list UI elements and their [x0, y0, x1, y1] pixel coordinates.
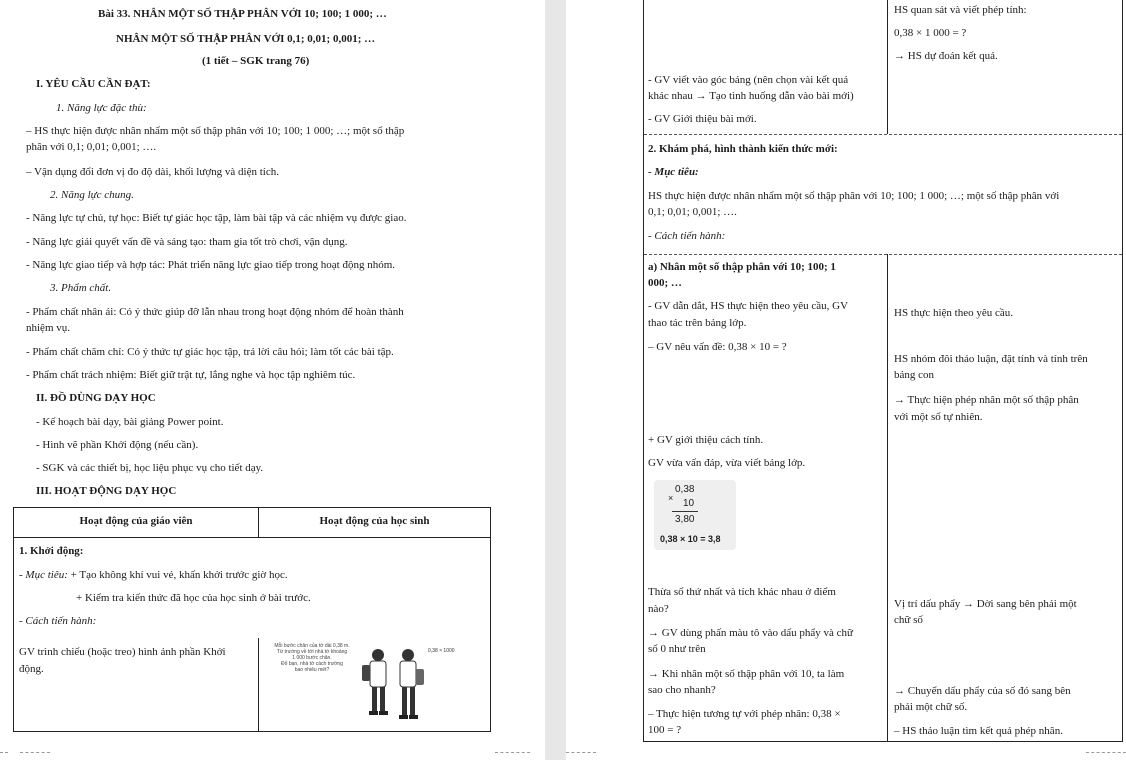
calc-result: 3,80 [675, 514, 695, 525]
table-header-teacher: Hoạt động của giáo viên [79, 515, 193, 527]
paragraph: HS thực hiện được nhân nhẩm một số thập phân với 10; 100; 1 000; …; một số thập phân với [648, 190, 1060, 202]
speech-bubble-text: 0,38 × 1000 [428, 648, 455, 654]
table-header-student: Hoạt động của học sinh [319, 515, 430, 527]
table-cell: → GV dùng phấn màu tô vào dấu phẩy và chữ [648, 627, 853, 639]
table-cell: HS quan sát và viết phép tính: [894, 4, 1027, 16]
table-cell: khác nhau → Tạo tình huống dẫn vào bài mới) [648, 90, 854, 102]
table-cell: 100 = ? [648, 724, 682, 736]
lesson-subtitle: NHÂN MỘT SỐ THẬP PHÂN VỚI 0,1; 0,01; 0,001; … [116, 33, 376, 45]
paragraph: - Năng lực giao tiếp và hợp tác: Phát triển năng lực giao tiếp trong hoạt động nhóm. [26, 259, 396, 271]
paragraph: – Vận dụng đổi đơn vị đo độ dài, khối lượng và diện tích. [26, 166, 279, 178]
objective-line: + Kiểm tra kiến thức đã học của học sinh ở bài trước. [76, 592, 311, 604]
paragraph: phân với 0,1; 0,01; 0,001; …. [26, 141, 157, 153]
paragraph: - Phẩm chất nhân ái: Có ý thức giúp đỡ lẫn nhau trong hoạt động nhóm để hoàn thành [26, 306, 404, 318]
calc-times-sign: × [668, 493, 674, 503]
lesson-meta: (1 tiết – SGK trang 76) [202, 55, 310, 67]
table-cell: thao tác trên bảng lớp. [648, 317, 747, 329]
table-cell: chữ số [894, 614, 923, 626]
table-cell: phải một chữ số. [894, 701, 968, 713]
table-cell: sao cho nhanh? [648, 684, 716, 696]
subsection-heading: 000; … [648, 277, 682, 289]
list-item: - Hình vẽ phần Khởi động (nếu cần). [36, 439, 199, 451]
section-heading-3: III. HOẠT ĐỘNG DẠY HỌC [36, 485, 177, 497]
table-cell: → Thực hiện phép nhân một số thập phân [894, 394, 1079, 406]
calc-factor: 0,38 [675, 484, 695, 495]
paragraph: – HS thực hiện được nhân nhẩm một số thập phân với 10; 100; 1 000; …; một số thập [26, 125, 405, 137]
table-cell: HS nhóm đôi thảo luận, đặt tính và tính trên [894, 353, 1088, 365]
table-cell: → Chuyển dấu phẩy của số đó sang bên [894, 685, 1071, 697]
paragraph: - Năng lực giải quyết vấn đề và sáng tạo: tham gia tốt trò chơi, vận dụng. [26, 236, 348, 248]
table-cell: - GV viết vào góc bảng (nên chọn vài kết quả [648, 74, 849, 86]
warmup-illustration [262, 641, 488, 729]
illustration-caption: Đố bạn, nhà tớ cách trường [281, 661, 343, 667]
table-cell: GV vừa vấn đáp, vừa viết bảng lớp. [648, 457, 806, 469]
multiplication-card [654, 480, 736, 550]
paragraph: - Phẩm chất chăm chỉ: Có ý thức tự giác học tập, trả lời câu hỏi; làm tốt các bài tập. [26, 346, 394, 358]
table-cell: → Khi nhân một số thập phân với 10, ta làm [648, 668, 845, 680]
illustration-caption: Từ trường về tới nhà tớ khoảng [276, 649, 348, 655]
table-cell: GV trình chiếu (hoặc treo) hình ảnh phần Khởi [19, 646, 226, 658]
table-cell: → HS dự đoán kết quả. [894, 50, 998, 62]
document-page-left [0, 0, 545, 760]
table-cell: bảng con [894, 369, 935, 381]
section-heading-2: II. ĐỒ DÙNG DẠY HỌC [36, 392, 156, 404]
objective-label: - Mục tiêu: [648, 166, 699, 178]
list-item: - SGK và các thiết bị, học liệu phục vụ cho tiết dạy. [36, 462, 264, 474]
objective-line: - Mục tiêu: + Tạo không khí vui vẻ, khấn khởi trước giờ học. [19, 569, 288, 581]
calc-equation: 0,38 × 10 = 3,8 [660, 534, 721, 544]
activity-heading: 2. Khám phá, hình thành kiến thức mới: [648, 143, 838, 155]
illustration-caption: 1 000 bước chân. [292, 655, 332, 661]
students-drawing [262, 641, 488, 729]
lesson-title: Bài 33. NHÂN MỘT SỐ THẬP PHÂN VỚI 10; 100; 1 000; … [98, 8, 387, 20]
paragraph: nhiệm vụ. [26, 322, 70, 334]
subheading-2: 2. Năng lực chung. [50, 189, 134, 201]
table-cell: – GV nêu vấn đề: 0,38 × 10 = ? [648, 341, 787, 353]
table-cell: HS thực hiện theo yêu cầu. [894, 307, 1013, 319]
table-cell: với một số tự nhiên. [894, 411, 983, 423]
table-cell: 0,38 × 1 000 = ? [894, 27, 967, 39]
section-heading-1: I. YÊU CẦU CẦN ĐẠT: [36, 78, 151, 90]
paragraph: - Phẩm chất trách nhiệm: Biết giữ trật tự, lắng nghe và học tập nghiêm túc. [26, 369, 356, 381]
table-cell: nào? [648, 603, 669, 615]
list-item: - Kế hoạch bài dạy, bài giảng Power point. [36, 416, 224, 428]
table-cell: Thừa số thứ nhất và tích khác nhau ở điểm [648, 586, 836, 598]
procedure-label: - Cách tiến hành: [648, 230, 726, 242]
activity-heading: 1. Khởi động: [19, 545, 84, 557]
paragraph: - Năng lực tự chủ, tự học: Biết tự giác học tập, làm bài tập và các nhiệm vụ được giao. [26, 212, 407, 224]
illustration-caption: Mỗi bước chân của tớ dài 0,38 m. [274, 643, 350, 649]
calc-rule [672, 511, 698, 512]
table-cell: - GV dẫn dắt, HS thực hiện theo yêu cầu, GV [648, 300, 849, 312]
subheading-3: 3. Phẩm chất. [50, 282, 112, 294]
table-cell: Vị trí dấu phẩy → Dời sang bên phải một [894, 598, 1077, 610]
procedure-label: - Cách tiến hành: [19, 615, 97, 627]
illustration-caption: bao nhiêu mét? [294, 667, 330, 673]
table-cell: – HS thảo luận tìm kết quả phép nhân. [894, 725, 1063, 737]
calc-factor: 10 [683, 498, 695, 509]
table-cell: + GV giới thiệu cách tính. [648, 434, 764, 446]
table-cell: - GV Giới thiệu bài mới. [648, 113, 757, 125]
subheading-1: 1. Năng lực đặc thù: [56, 102, 147, 114]
subsection-heading: a) Nhân một số thập phân với 10; 100; 1 [648, 261, 836, 273]
table-cell: số 0 như trên [648, 643, 706, 655]
table-cell: – Thực hiện tương tự với phép nhân: 0,38 × [648, 708, 841, 720]
paragraph: 0,1; 0,01; 0,001; …. [648, 206, 737, 218]
table-cell: động. [19, 663, 44, 675]
document-page-right [566, 0, 1126, 760]
